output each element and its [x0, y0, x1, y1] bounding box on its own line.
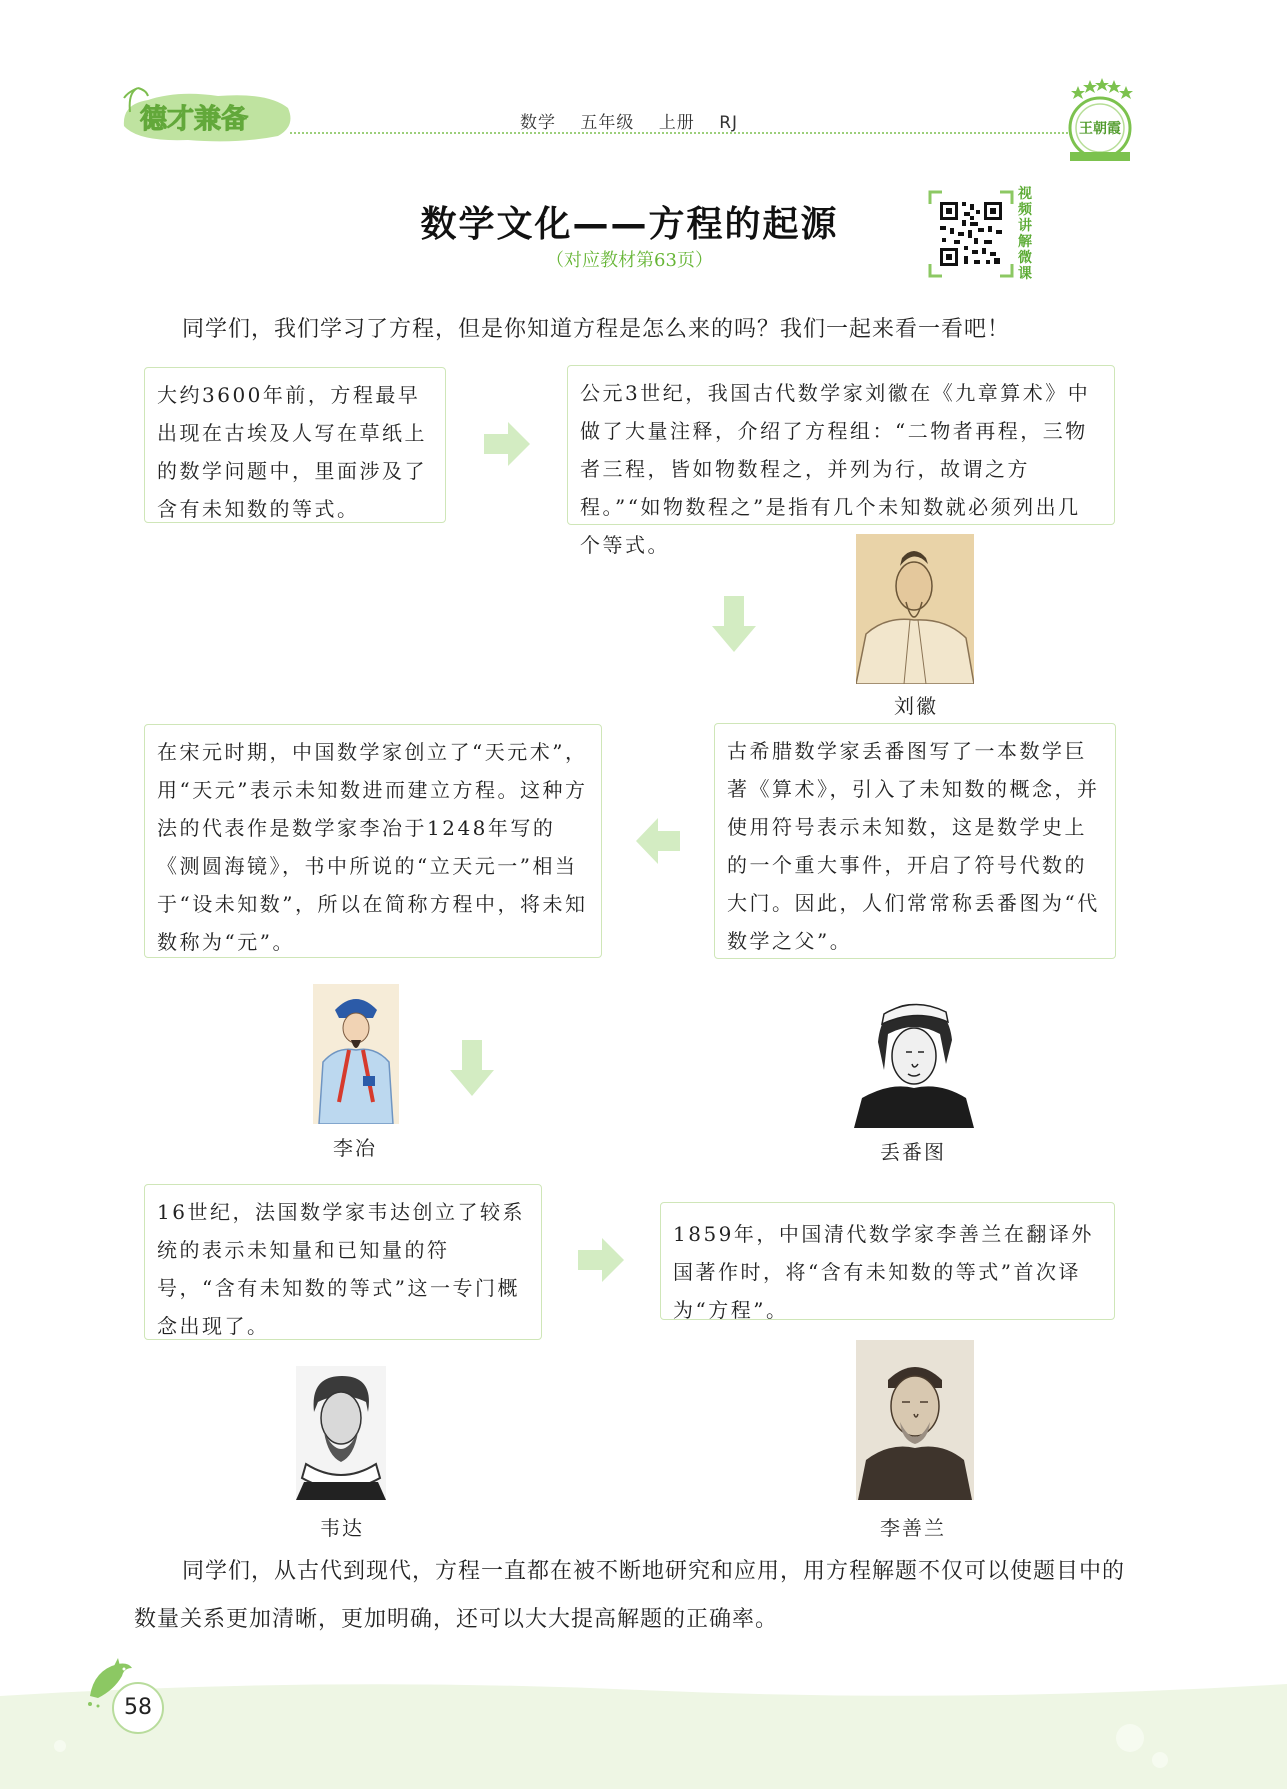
diophantus-caption: 丢番图 — [880, 1140, 946, 1164]
arrow-right-icon — [484, 422, 530, 466]
page-title: 数学文化——方程的起源 — [420, 204, 839, 245]
header-grade: 五年级 — [580, 113, 635, 133]
egypt-text-box: 大约3600年前，方程最早出现在古埃及人写在草纸上的数学问题中，里面涉及了含有未知数的等式。 — [144, 367, 446, 523]
qr-code[interactable] — [928, 190, 1014, 278]
lishanlan-caption: 李善兰 — [880, 1516, 946, 1540]
svg-text:德才兼备: 德才兼备 — [140, 104, 248, 135]
arrow-down-icon — [712, 596, 756, 652]
brand-seal — [1062, 76, 1138, 166]
liye-caption: 李冶 — [333, 1136, 377, 1160]
lishanlan-text-box: 1859年，中国清代数学家李善兰在翻译外国著作时，将“含有未知数的等式”首次译为“方程”。 — [660, 1202, 1115, 1320]
viete-portrait — [296, 1366, 386, 1500]
outro-paragraph: 同学们，从古代到现代，方程一直都在被不断地研究和应用，用方程解题不仅可以使题目中的数量关系更加清晰，更加明确，还可以大大提高解题的正确率。 — [134, 1559, 1126, 1632]
header-subject-line — [520, 108, 756, 133]
liye-text-box: 在宋元时期，中国数学家创立了“天元术”，用“天元”表示未知数进而建立方程。这种方法的代表作是数学家李冶于1248年写的《测圆海镜》，书中所说的“立天元一”相当于“设未知数”，所以在简称方程中，将未知数称为“元”。 — [144, 724, 602, 958]
header-subject: 数学 — [520, 113, 556, 133]
liuhui-portrait — [856, 534, 974, 684]
lishanlan-portrait — [856, 1340, 974, 1500]
diophantus-text-box: 古希腊数学家丢番图写了一本数学巨著《算术》，引入了未知数的概念，并使用符号表示未知数，这是数学史上的一个重大事件，开启了符号代数的大门。因此，人们常常称丢番图为“代数学之父”。 — [714, 723, 1116, 959]
page-subtitle: （对应教材第63页） — [546, 250, 713, 271]
header-edition: RJ — [719, 113, 739, 133]
arrow-right-icon — [578, 1238, 624, 1282]
liye-portrait — [313, 984, 399, 1124]
page-number: 58 — [112, 1682, 164, 1734]
brand-logo — [118, 86, 296, 144]
header-volume: 上册 — [658, 113, 695, 133]
diophantus-portrait — [854, 994, 974, 1128]
header-dotted-rule — [290, 132, 1068, 134]
qr-label: 视频讲解微课 — [1018, 186, 1032, 282]
liuhui-text-box: 公元3世纪，我国古代数学家刘徽在《九章算术》中做了大量注释，介绍了方程组：“二物者再程，三物者三程，皆如物数程之，并列为行，故谓之方程。”“如物数程之”是指有几个未知数就必须列出几个等式。 — [567, 365, 1115, 525]
viete-caption: 韦达 — [320, 1516, 364, 1540]
intro-paragraph: 同学们，我们学习了方程，但是你知道方程是怎么来的吗？我们一起来看一看吧！ — [182, 317, 1011, 342]
arrow-left-icon — [636, 818, 680, 864]
liuhui-caption: 刘徽 — [894, 694, 938, 718]
viete-text-box: 16世纪，法国数学家韦达创立了较系统的表示未知量和已知量的符号，“含有未知数的等式”这一专门概念出现了。 — [144, 1184, 542, 1340]
svg-text:王朝霞: 王朝霞 — [1079, 121, 1121, 137]
footer-wave — [0, 1676, 1287, 1789]
arrow-down-icon — [450, 1040, 494, 1096]
